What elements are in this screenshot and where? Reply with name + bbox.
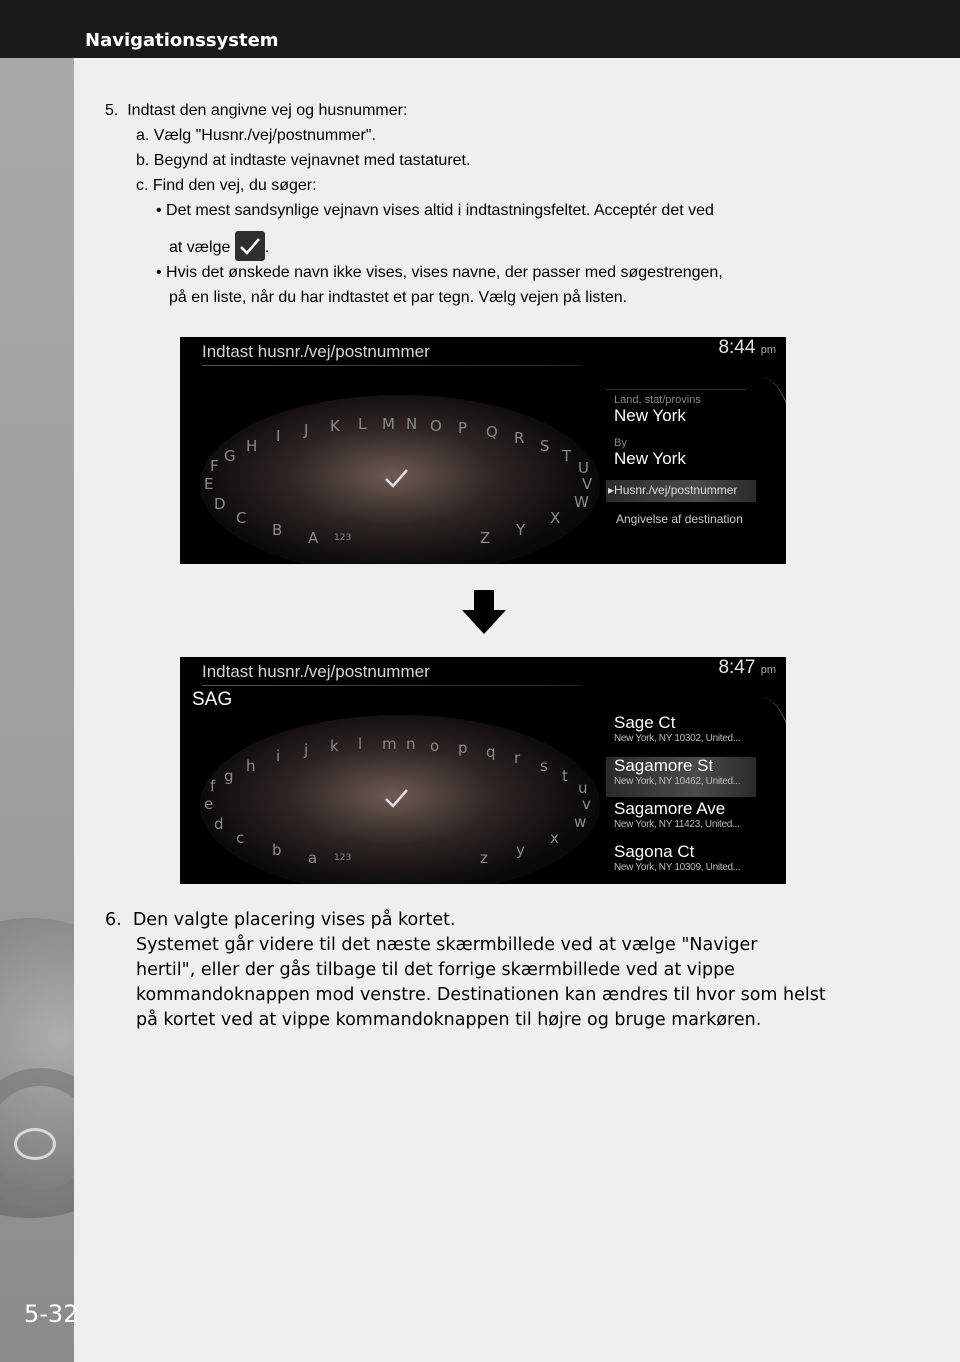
step6-line5: på kortet ved at vippe kommandoknappen til højre og bruge markøren. [136, 1010, 762, 1030]
keyboard-key[interactable]: h [246, 757, 256, 775]
nav-screen-2 [180, 657, 786, 884]
keyboard-key[interactable]: c [236, 829, 245, 847]
step5-line5: • Det mest sandsynlige vejnavn vises altid i indtastningsfeltet. Acceptér det ved [156, 202, 714, 219]
keyboard-key[interactable]: l [358, 735, 363, 753]
keyboard-key[interactable]: e [204, 795, 214, 813]
street-item[interactable]: ▸Husnr./vej/postnummer [608, 483, 738, 497]
accept-checkmark-icon[interactable] [383, 467, 409, 489]
clock-time: 8:44 [718, 337, 756, 358]
brand-logo-icon [14, 1128, 56, 1160]
keyboard-key[interactable]: R [514, 429, 525, 447]
result-detail: New York, NY 10302, United... [614, 733, 741, 744]
keyboard-key[interactable]: d [214, 815, 224, 833]
keyboard-key[interactable]: s [540, 757, 548, 775]
keyboard-key[interactable]: j [304, 741, 309, 759]
step5-line3: b. Begynd at indtaste vejnavnet med tastaturet. [136, 152, 471, 169]
keyboard-key[interactable]: y [516, 841, 525, 859]
result-name: Sagona Ct [614, 842, 695, 861]
page-number: 5-32 [24, 1300, 79, 1328]
keyboard-key[interactable]: H [246, 437, 258, 455]
panel-arc [720, 377, 786, 564]
keyboard-key[interactable]: t [562, 767, 568, 785]
city-label: By [614, 437, 627, 449]
keyboard-key[interactable]: w [574, 813, 587, 831]
keyboard-key[interactable]: m [382, 735, 397, 753]
city-value: New York [614, 449, 686, 468]
result-item[interactable] [614, 756, 740, 787]
step6-line1: 6. Den valgte placering vises på kortet. [105, 910, 456, 930]
keyboard-key[interactable]: S [540, 437, 550, 455]
step6-line4: kommandoknappen mod venstre. Destinationen kan ændres til hvor som helst [136, 985, 826, 1005]
keyboard-key[interactable]: i [276, 747, 281, 765]
screen1-header: Indtast husnr./vej/postnummer [202, 342, 430, 361]
accept-checkmark-icon[interactable] [383, 787, 409, 809]
clock-time: 8:47 [718, 657, 756, 678]
destination-label: Angivelse af destination [616, 512, 743, 526]
step5-line4: c. Find den vej, du søger: [136, 177, 317, 194]
step5-line6 [169, 233, 269, 263]
keyboard-key[interactable]: T [562, 447, 572, 465]
keyboard-key[interactable]: E [204, 475, 214, 493]
destination-item[interactable] [616, 512, 743, 526]
header-divider [202, 685, 582, 686]
keyboard-key[interactable]: 123 [334, 533, 352, 543]
header-divider [202, 365, 582, 366]
keyboard-key[interactable]: L [358, 415, 367, 433]
screen2-header: Indtast husnr./vej/postnummer [202, 662, 430, 681]
page-header [0, 0, 960, 58]
keyboard-key[interactable]: 123 [334, 853, 352, 863]
street-label: Husnr./vej/postnummer [614, 483, 738, 497]
result-name: Sage Ct [614, 713, 676, 732]
keyboard-key[interactable]: K [330, 417, 340, 435]
keyboard-key[interactable]: v [582, 795, 591, 813]
keyboard-key[interactable]: G [224, 447, 236, 465]
country-value: New York [614, 406, 686, 425]
nav-screen-1 [180, 337, 786, 564]
keyboard-key[interactable]: P [458, 419, 468, 437]
result-detail: New York, NY 10462, United... [614, 776, 741, 787]
sidebar-decoration [0, 58, 74, 1362]
keyboard-key[interactable]: z [480, 849, 488, 867]
step5-line6-text: at vælge [169, 239, 231, 257]
step5-line7: • Hvis det ønskede navn ikke vises, vises navne, der passer med søgestrengen, [156, 264, 723, 281]
step6-line2: Systemet går videre til det næste skærmbillede ved at vælge "Naviger [136, 935, 758, 955]
keyboard-key[interactable]: g [224, 767, 234, 785]
result-detail: New York, NY 11423, United... [614, 819, 740, 830]
keyboard-key[interactable]: u [578, 779, 588, 797]
keyboard-key[interactable]: O [430, 417, 442, 435]
keyboard-key[interactable]: Y [516, 521, 526, 539]
keyboard-key[interactable]: f [210, 777, 216, 795]
keyboard-key[interactable]: Q [486, 423, 498, 441]
keyboard-key[interactable]: r [514, 749, 521, 767]
keyboard-key[interactable]: x [550, 829, 559, 847]
keyboard-key[interactable]: b [272, 841, 282, 859]
result-item[interactable] [614, 799, 739, 830]
keyboard-key[interactable]: F [210, 457, 219, 475]
result-item[interactable] [614, 713, 740, 744]
keyboard-key[interactable]: U [578, 459, 589, 477]
keyboard-key[interactable]: N [406, 415, 418, 433]
search-input[interactable]: SAG [192, 689, 233, 710]
screen1-clock [718, 337, 776, 359]
keyboard-key[interactable]: q [486, 743, 496, 761]
checkmark-icon [235, 231, 265, 261]
country-item[interactable] [614, 394, 701, 426]
panel-divider [606, 389, 746, 390]
step5-line6-end: . [264, 239, 270, 257]
keyboard-key[interactable]: a [308, 849, 318, 867]
result-item[interactable] [614, 842, 740, 873]
keyboard-key[interactable]: k [330, 737, 339, 755]
keyboard-key[interactable]: W [574, 493, 589, 511]
keyboard-key[interactable]: V [582, 475, 593, 493]
result-name: Sagamore Ave [614, 799, 726, 818]
keyboard-key[interactable]: C [236, 509, 247, 527]
keyboard-key[interactable]: o [430, 737, 440, 755]
city-item[interactable] [614, 437, 686, 469]
step6-line3: hertil", eller der gås tilbage til det forrige skærmbillede ved at vippe [136, 960, 735, 980]
keyboard-key[interactable]: n [406, 735, 416, 753]
down-arrow-icon [460, 588, 508, 636]
screen2-clock [718, 657, 776, 679]
keyboard-key[interactable]: I [276, 427, 281, 445]
keyboard-key[interactable]: Z [480, 529, 491, 547]
keyboard-key[interactable]: X [550, 509, 561, 527]
keyboard-key[interactable]: A [308, 529, 319, 547]
country-label: Land, stat/provins [614, 394, 701, 406]
keyboard-key[interactable]: M [382, 415, 395, 433]
result-detail: New York, NY 10309, United... [614, 862, 741, 873]
result-name: Sagamore St [614, 756, 714, 775]
keyboard-key[interactable]: B [272, 521, 283, 539]
clock-ampm: pm [760, 344, 776, 356]
keyboard-key[interactable]: D [214, 495, 226, 513]
section-title: Navigationssystem [85, 30, 279, 51]
step5-line8: på en liste, når du har indtastet et par tegn. Vælg vejen på listen. [169, 289, 628, 306]
keyboard-key[interactable]: p [458, 739, 468, 757]
step5-line1: 5. Indtast den angivne vej og husnummer: [105, 102, 408, 119]
step5-line2: a. Vælg "Husnr./vej/postnummer". [136, 127, 376, 144]
clock-ampm: pm [760, 664, 776, 676]
keyboard-key[interactable]: J [304, 421, 309, 439]
